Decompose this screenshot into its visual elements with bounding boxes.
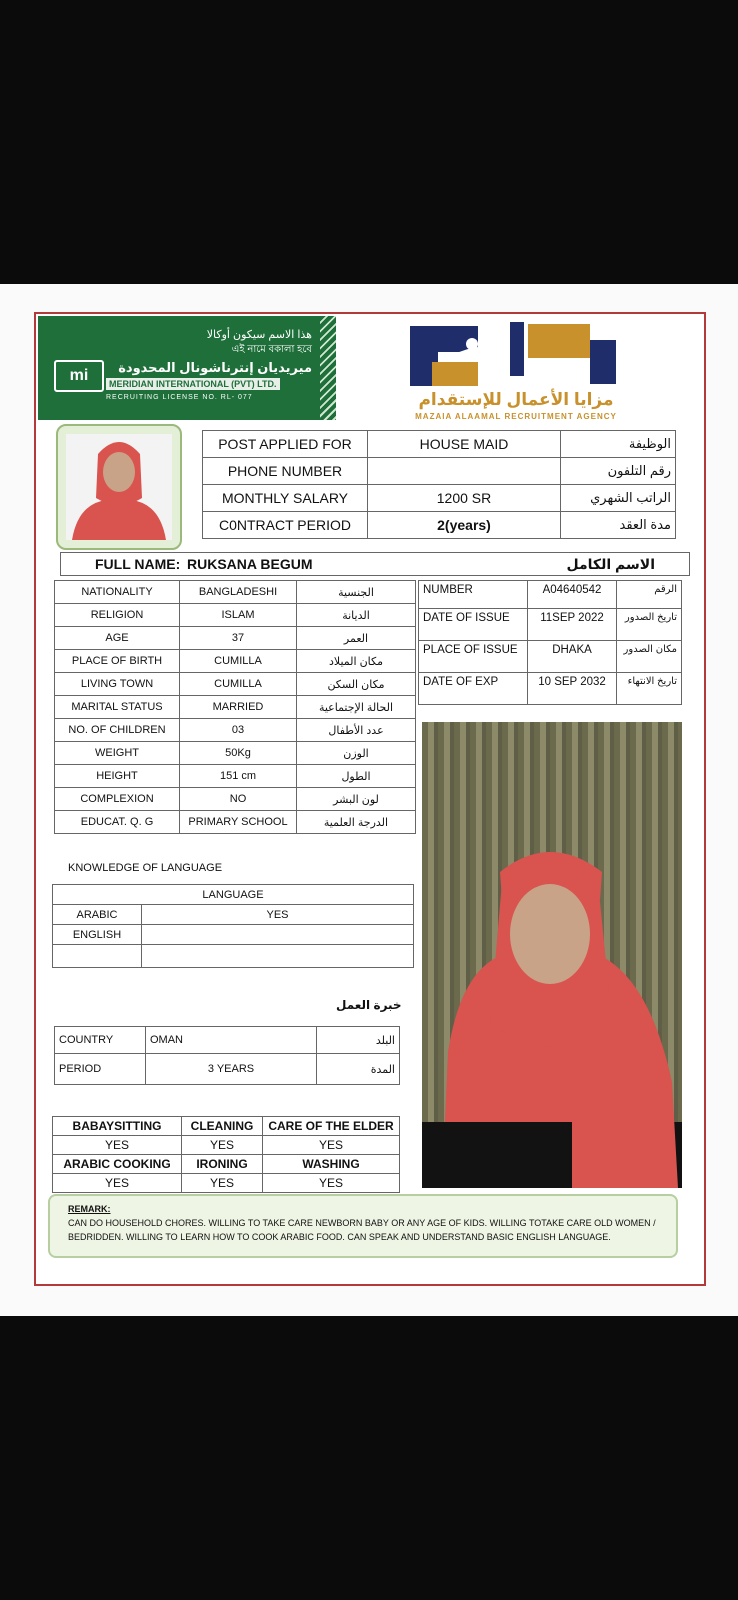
table-row: AGE 37 العمر	[55, 627, 416, 650]
table-row: COMPLEXION NO لون البشر	[55, 788, 416, 811]
table-row: NO. OF CHILDREN 03 عدد الأطفال	[55, 719, 416, 742]
document-sheet	[0, 284, 738, 1316]
table-row: ENGLISH	[53, 925, 414, 945]
meridian-ar-name: ميريديان إنترناشونال المحدودة	[118, 360, 312, 375]
table-row: PLACE OF BIRTH CUMILLA مكان الميلاد	[55, 650, 416, 673]
table-row: EDUCAT. Q. G PRIMARY SCHOOL الدرجة العلمية	[55, 811, 416, 834]
table-row: LIVING TOWN CUMILLA مكان السكن	[55, 673, 416, 696]
table-row: YES YES YES	[53, 1136, 400, 1155]
passport-table	[418, 580, 682, 705]
agency-logo-icon	[410, 320, 620, 392]
language-table	[52, 884, 414, 968]
agency-header	[346, 316, 686, 420]
personal-table	[54, 580, 416, 834]
table-row: PERIOD 3 YEARS المدة	[55, 1054, 400, 1085]
table-row: WEIGHT 50Kg الوزن	[55, 742, 416, 765]
table-row: BABAYSITTING CLEANING CARE OF THE ELDER	[53, 1117, 400, 1136]
full-name-label: FULL NAME:	[95, 556, 181, 572]
meridian-bn-line: এই নামে বকালা হবে	[231, 344, 312, 355]
table-row	[53, 945, 414, 968]
table-row: POST APPLIED FOR HOUSE MAID الوظيفة	[203, 431, 676, 458]
language-title: KNOWLEDGE OF LANGUAGE	[68, 862, 223, 874]
table-row: RELIGION ISLAM الديانة	[55, 604, 416, 627]
experience-table	[54, 1026, 400, 1085]
remark-text: CAN DO HOUSEHOLD CHORES. WILLING TO TAKE CARE NEWBORN BABY OR ANY AGE OF KIDS. WILLING TOTAKE CARE OLD WOMEN / BEDRIDDEN. WILLING TO LEARN HOW TO COOK ARABIC FOOD. CAN SPEAK AND UNDERSTAND BASIC ENGLISH LANGUAGE.	[68, 1218, 656, 1242]
portrait-icon	[58, 426, 180, 548]
table-row: MONTHLY SALARY 1200 SR الراتب الشهري	[203, 485, 676, 512]
table-row: DATE OF ISSUE 11SEP 2022 تاريخ الصدور	[419, 609, 682, 641]
table-row: COUNTRY OMAN البلد	[55, 1027, 400, 1054]
meridian-header	[38, 316, 336, 420]
table-row: NUMBER A04640542 الرقم	[419, 581, 682, 609]
table-row: C0NTRACT PERIOD 2(years) مدة العقد	[203, 512, 676, 539]
table-row: LANGUAGE	[53, 885, 414, 905]
table-row: HEIGHT 151 cm الطول	[55, 765, 416, 788]
portrait-full-icon	[422, 722, 682, 1188]
full-photo	[422, 722, 682, 1188]
remark-box	[48, 1194, 678, 1258]
meridian-license: RECRUITING LICENSE NO. RL- 077	[106, 394, 253, 401]
agency-en-name: MAZAIA ALAAMAL RECRUITMENT AGENCY	[415, 412, 617, 421]
small-photo	[56, 424, 182, 550]
table-row: DATE OF EXP 10 SEP 2032 تاريخ الانتهاء	[419, 673, 682, 705]
table-row: MARITAL STATUS MARRIED الحالة الإجتماعية	[55, 696, 416, 719]
meridian-en-name: MERIDIAN INTERNATIONAL (PVT) LTD.	[106, 378, 280, 390]
full-name-row	[60, 552, 690, 576]
table-row: ARABIC YES	[53, 905, 414, 925]
cv-frame	[34, 312, 706, 1286]
experience-title: خبرة العمل	[336, 998, 402, 1012]
job-table	[202, 430, 676, 539]
table-row: PHONE NUMBER رقم التلفون	[203, 458, 676, 485]
skills-table	[52, 1116, 400, 1193]
full-name-ar: الاسم الكامل	[566, 556, 655, 572]
meridian-logo: mi	[54, 360, 104, 392]
zigzag-border	[320, 316, 336, 420]
agency-ar-name: مزايا الأعمال للإستقدام	[418, 390, 614, 409]
table-row: PLACE OF ISSUE DHAKA مكان الصدور	[419, 641, 682, 673]
table-row: ARABIC COOKING IRONING WASHING	[53, 1155, 400, 1174]
table-row: NATIONALITY BANGLADESHI الجنسية	[55, 581, 416, 604]
table-row: YES YES YES	[53, 1174, 400, 1193]
full-name-value: RUKSANA BEGUM	[187, 556, 313, 572]
meridian-ar-line: هذا الاسم سيكون أوكالا	[206, 329, 312, 341]
remark-title: REMARK:	[68, 1204, 111, 1214]
